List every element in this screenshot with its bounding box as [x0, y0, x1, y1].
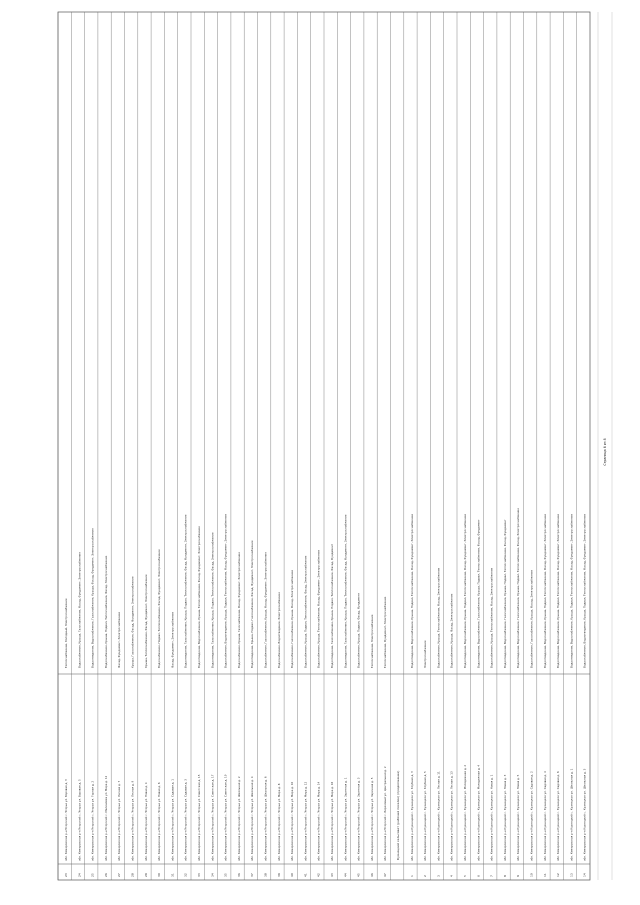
- row-address: обл. Кемеровская р-н Кузнецкий с. Кузнецкое ул. Лесная д. 13: [449, 771, 454, 861]
- row-works: Водоснабжение, Крыша, Теплоснабжение, Фасад, Электроснабжение: [436, 567, 441, 668]
- row-works: Водоснабжение, Водоотведение, Крыша, Подвал, Теплоснабжение, Фасад, Фундамент, Электроснабжение: [223, 514, 228, 668]
- row-address: обл. Кемеровская р-н Угорский с. Угорье ул. Лесная д. 7: [117, 780, 122, 861]
- row-address: обл. Кемеровская р-н Кузнецкий с. Кузнецкое ул. Садовая д. 4: [542, 771, 547, 861]
- row-works: Водоотведение, Газоснабжение, Крыша, Подвал, Теплоснабжение, Фасад, Электроснабжение: [210, 532, 215, 668]
- row-address: обл. Кемеровская р-н Кузнецкий с. Кузнецкое ул. Садовая д. 2: [529, 771, 534, 861]
- row-number: 37: [250, 873, 255, 877]
- row-number: 23: [64, 873, 69, 877]
- row-works: Водоснабжение, Крыша, Подвал, Фасад, Фундамент: [356, 592, 361, 668]
- row-number: 39: [276, 873, 281, 877]
- row-address: обл. Кемеровская р-н Угорский с. Угорье ул. Боровая д. 3: [64, 779, 69, 861]
- row-works: Водоснабжение, Крыша, Газоснабжение, Фасад, Фундамент, Электроснабжение: [236, 552, 241, 668]
- row-number: 8: [502, 875, 507, 877]
- row-number: 27: [117, 873, 122, 877]
- row-address: обл. Кемеровская р-н Кузнецкий с. Кузнецкое ул. Новая д. 5: [516, 774, 521, 861]
- row-number: 45: [356, 873, 361, 877]
- row-works: Водоснабжение, Крыша, Теплоснабжение, Фасад, Фундамент, Электроснабжение: [316, 549, 321, 668]
- row-address: обл. Кемеровская р-н Угорский с. Угорье ул. Советская д. 15: [197, 774, 202, 861]
- row-works: Фасад, Фундамент, Электроснабжение: [117, 611, 122, 668]
- row-works: Водоотведение, Газоснабжение, Крыша, Подвал, Теплоснабжение, Фасад, Фундамент, Электроснабжение: [343, 514, 348, 668]
- row-address: обл. Кемеровская р-н Кузнецкий с. Кузнецкое ул. Садовая д. 6: [556, 771, 561, 861]
- row-number: 41: [303, 873, 308, 877]
- row-works: Водоотведение, Водоснабжение, Крыша, Подвал, Теплоснабжение, Фасад, Фундамент, Электроснабжение: [569, 514, 574, 668]
- row-address: обл. Кемеровская р-н Угорский с. Угорье ул. Школьная д. 6: [263, 776, 268, 861]
- row-address: обл. Кемеровская р-н Угорский с. Угорье ул. Горная д. 2: [90, 780, 95, 861]
- row-address: обл. Кемеровская р-н Угорский с. Угорье ул. Новая д. 4: [143, 782, 148, 861]
- row-address: обл. Кемеровская р-н Угорский с. Угорье ул. Школьная д. 2: [236, 776, 241, 861]
- row-number: 38: [263, 873, 268, 877]
- row-works: Водоснабжение, Водоотведение, Электроснабжение: [276, 592, 281, 668]
- row-number: 40: [290, 873, 295, 877]
- section-heading: Кузнецкий сельсовет (рабочий поселок) (продолжение): [396, 770, 401, 860]
- row-address: обл. Кемеровская р-н Угорский с. Угорье ул. Мира д. 14: [316, 781, 321, 861]
- row-number: 47: [383, 873, 388, 877]
- row-works: Водоотведение, Водоснабжение, Газоснабжение, Крыша, Фасад, Фундамент, Электроснабжение: [90, 528, 95, 668]
- row-address: обл. Кемеровская р-н Угорский с. Угорье ул. Заречная д. 1: [343, 777, 348, 861]
- row-address: обл. Кемеровская р-н Угорский с. Угорье ул. Заречная д. 5: [369, 777, 374, 861]
- row-address: обл. Кемеровская р-н Угорский с. Угорье ул. Мира д. 12: [303, 781, 308, 861]
- row-number: 43: [330, 873, 335, 877]
- row-address: обл. Кемеровская р-н Угорский с. Малиновка ул. Мира д. 12: [103, 775, 108, 861]
- row-number: 33: [197, 873, 202, 877]
- row-works: Водоотведение, Водоснабжение, Газоснабжение, Крыша, Подвал, Теплоснабжение, Фасад, Фундамент: [502, 519, 507, 668]
- row-works: Водоснабжение, Газоснабжение, Крыша, Фасад, Электроснабжение: [529, 569, 534, 668]
- row-address: обл. Кемеровская р-н Угорский с. Березовый ул. Центральная д. 2: [383, 766, 388, 861]
- row-works: Теплоснабжение, Фундамент, Электроснабжение: [383, 596, 388, 668]
- row-address: обл. Кемеровская р-н Угорский с. Угорье ул. Советская д. 17: [210, 774, 215, 861]
- row-number: 35: [223, 873, 228, 877]
- row-number: 46: [369, 873, 374, 877]
- row-number: 7: [489, 875, 494, 877]
- row-address: обл. Кемеровская р-н Кузнецкий с. Кузнецкое ул. Клубная д. 3: [409, 771, 414, 861]
- row-works: Электроснабжение: [423, 640, 428, 668]
- row-number: 2: [423, 875, 428, 877]
- row-works: Крыша, Газоснабжение, Фасад, Фундамент, Электроснабжение: [130, 576, 135, 668]
- row-number: 13: [569, 873, 574, 877]
- row-address: обл. Кемеровская р-н Угорский с. Угорье ул. Садовая д. 3: [183, 779, 188, 861]
- page-number-label: Страница 6 из 8: [603, 438, 607, 466]
- row-address: обл. Кемеровская р-н Угорский с. Угорье ул. Школьная д. 4: [250, 776, 255, 861]
- row-number: 3: [436, 875, 441, 877]
- row-works: Водоотведение, Крыша, Подвал, Газоснабжение, Фасад, Фундамент, Электроснабжение: [250, 540, 255, 668]
- row-address: обл. Кемеровская р-н Кузнецкий с. Кузнецкое ул. Молодежная д. 4: [476, 764, 481, 861]
- row-address: обл. Кемеровская р-н Кузнецкий с. Кузнецкое ул. Молодежная д. 2: [463, 764, 468, 861]
- row-works: Водоснабжение, Крыша, Теплоснабжение, Фасад, Электроснабжение: [489, 567, 494, 668]
- row-number: 44: [343, 873, 348, 877]
- row-works: Водоснабжение, Крыша, Подвал, Теплоснабжение, Фасад, Электроснабжение: [303, 555, 308, 668]
- row-address: обл. Кемеровская р-н Угорский с. Угорье ул. Мира д. 10: [290, 781, 295, 861]
- row-address: обл. Кемеровская р-н Кузнецкий с. Кузнецкое ул. Новая д. 1: [489, 774, 494, 861]
- row-works: Водоснабжение, Подвал, Теплоснабжение, Фасад, Фундамент, Электроснабжение: [157, 549, 162, 668]
- row-works: Водоотведение, Водоснабжение, Газоснабжение, Крыша, Подвал, Теплоснабжение, Фасад, Фундамент: [476, 519, 481, 668]
- row-number: 34: [210, 873, 215, 877]
- row-number: 10: [529, 873, 534, 877]
- row-address: обл. Кемеровская р-н Угорский с. Угорье ул. Лесная д. 9: [130, 780, 135, 861]
- row-number: 12: [556, 873, 561, 877]
- row-number: 42: [316, 873, 321, 877]
- row-address: обл. Кемеровская р-н Угорский с. Угорье ул. Новая д. 6: [157, 782, 162, 861]
- row-works: Водоснабжение, Крыша, Подвал, Теплоснабжение, Фасад, Электроснабжение: [103, 555, 108, 668]
- row-works: Фасад, Фундамент, Электроснабжение: [170, 611, 175, 668]
- row-works: Водоснабжение, Газоснабжение, Крыша, Фасад, Фундамент, Электроснабжение: [263, 552, 268, 668]
- row-works: Водоотведение, Водоснабжение, Крыша, Подвал, Теплоснабжение, Фасад, Фундамент, Электроснабжение: [542, 514, 547, 668]
- row-works: Водоотведение, Водоснабжение, Крыша, Подвал, Теплоснабжение, Фасад, Фундамент, Электроснабжение: [409, 514, 414, 668]
- row-address: обл. Кемеровская р-н Кузнецкий с. Кузнецкое ул. Школьная д. 3: [582, 768, 587, 861]
- row-number: 36: [236, 873, 241, 877]
- row-works: Крыша, Теплоснабжение, Фасад, Фундамент, Электроснабжение: [143, 574, 148, 668]
- row-number: 1: [409, 875, 414, 877]
- page-labels: [603, 438, 607, 465]
- row-number: 31: [170, 873, 175, 877]
- row-address: обл. Кемеровская р-н Угорский с. Угорье ул. Мира д. 8: [276, 783, 281, 861]
- row-works: Водоотведение, Газоснабжение, Крыша, Подвал, Теплоснабжение, Фасад, Фундамент, Электроснабжение: [183, 514, 188, 668]
- row-number: 29: [143, 873, 148, 877]
- row-number: 24: [77, 873, 82, 877]
- row-number: 11: [542, 873, 547, 877]
- row-number: 25: [90, 873, 95, 877]
- row-works: Водоснабжение, Крыша, Фасад, Электроснабжение: [449, 593, 454, 668]
- row-number: 9: [516, 875, 521, 877]
- row-address: обл. Кемеровская р-н Кузнецкий с. Кузнецкое ул. Новая д. 3: [502, 774, 507, 861]
- row-works: Водоотведение, Газоснабжение, Крыша, Подвал, Теплоснабжение, Фасад, Фундамент: [330, 543, 335, 668]
- row-address: обл. Кемеровская р-н Кузнецкий с. Кузнецкое ул. Школьная д. 1: [569, 768, 574, 861]
- row-works: Водоотведение, Водоснабжение, Газоснабжение, Крыша, Подвал, Теплоснабжение, Фасад, Электроснабжение: [516, 508, 521, 668]
- row-number: 30: [157, 873, 162, 877]
- row-works: Водоотведение, Водоснабжение, Крыша, Подвал, Теплоснабжение, Фасад, Фундамент, Электроснабжение: [556, 514, 561, 668]
- row-number: 6: [476, 875, 481, 877]
- row-number: 32: [183, 873, 188, 877]
- row-works: Водоснабжение, Газоснабжение, Крыша, Фасад, Электроснабжение: [290, 569, 295, 668]
- row-address: обл. Кемеровская р-н Кузнецкий с. Кузнецкое ул. Лесная д. 11: [436, 771, 441, 861]
- row-address: обл. Кемеровская р-н Угорский с. Угорье ул. Заречная д. 3: [356, 777, 361, 861]
- row-address: обл. Кемеровская р-н Угорский с. Угорье ул. Боровая д. 5: [77, 779, 82, 861]
- row-works: Теплоснабжение, Электроснабжение: [369, 614, 374, 668]
- row-address: обл. Кемеровская р-н Угорский с. Угорье ул. Советская д. 19: [223, 774, 228, 861]
- row-number: 4: [449, 875, 454, 877]
- row-number: 28: [130, 873, 135, 877]
- row-works: Водоотведение, Водоснабжение, Крыша, Подвал, Теплоснабжение, Фасад, Фундамент, Электроснабжение: [463, 514, 468, 668]
- row-address: обл. Кемеровская р-н Кузнецкий с. Кузнецкое ул. Клубная д. 5: [423, 771, 428, 861]
- row-works: Водоотведение, Водоснабжение, Крыша, Теплоснабжение, Фасад, Фундамент, Электроснабжение: [197, 526, 202, 668]
- row-works: Теплоснабжение, Холодный, Электроснабжение: [64, 598, 69, 668]
- row-address: обл. Кемеровская р-н Угорский с. Угорье ул. Садовая д. 1: [170, 779, 175, 861]
- row-works: Водоснабжение, Крыша, Газоснабжение, Фасад, Фундамент, Электроснабжение: [77, 552, 82, 668]
- row-number: 14: [582, 873, 587, 877]
- row-address: обл. Кемеровская р-н Угорский с. Угорье ул. Мира д. 16: [330, 781, 335, 861]
- row-number: 5: [463, 875, 468, 877]
- row-works: Водоснабжение, Водоотведение, Крыша, Подвал, Теплоснабжение, Фасад, Фундамент, Электроснабжение: [582, 514, 587, 668]
- row-number: 26: [103, 873, 108, 877]
